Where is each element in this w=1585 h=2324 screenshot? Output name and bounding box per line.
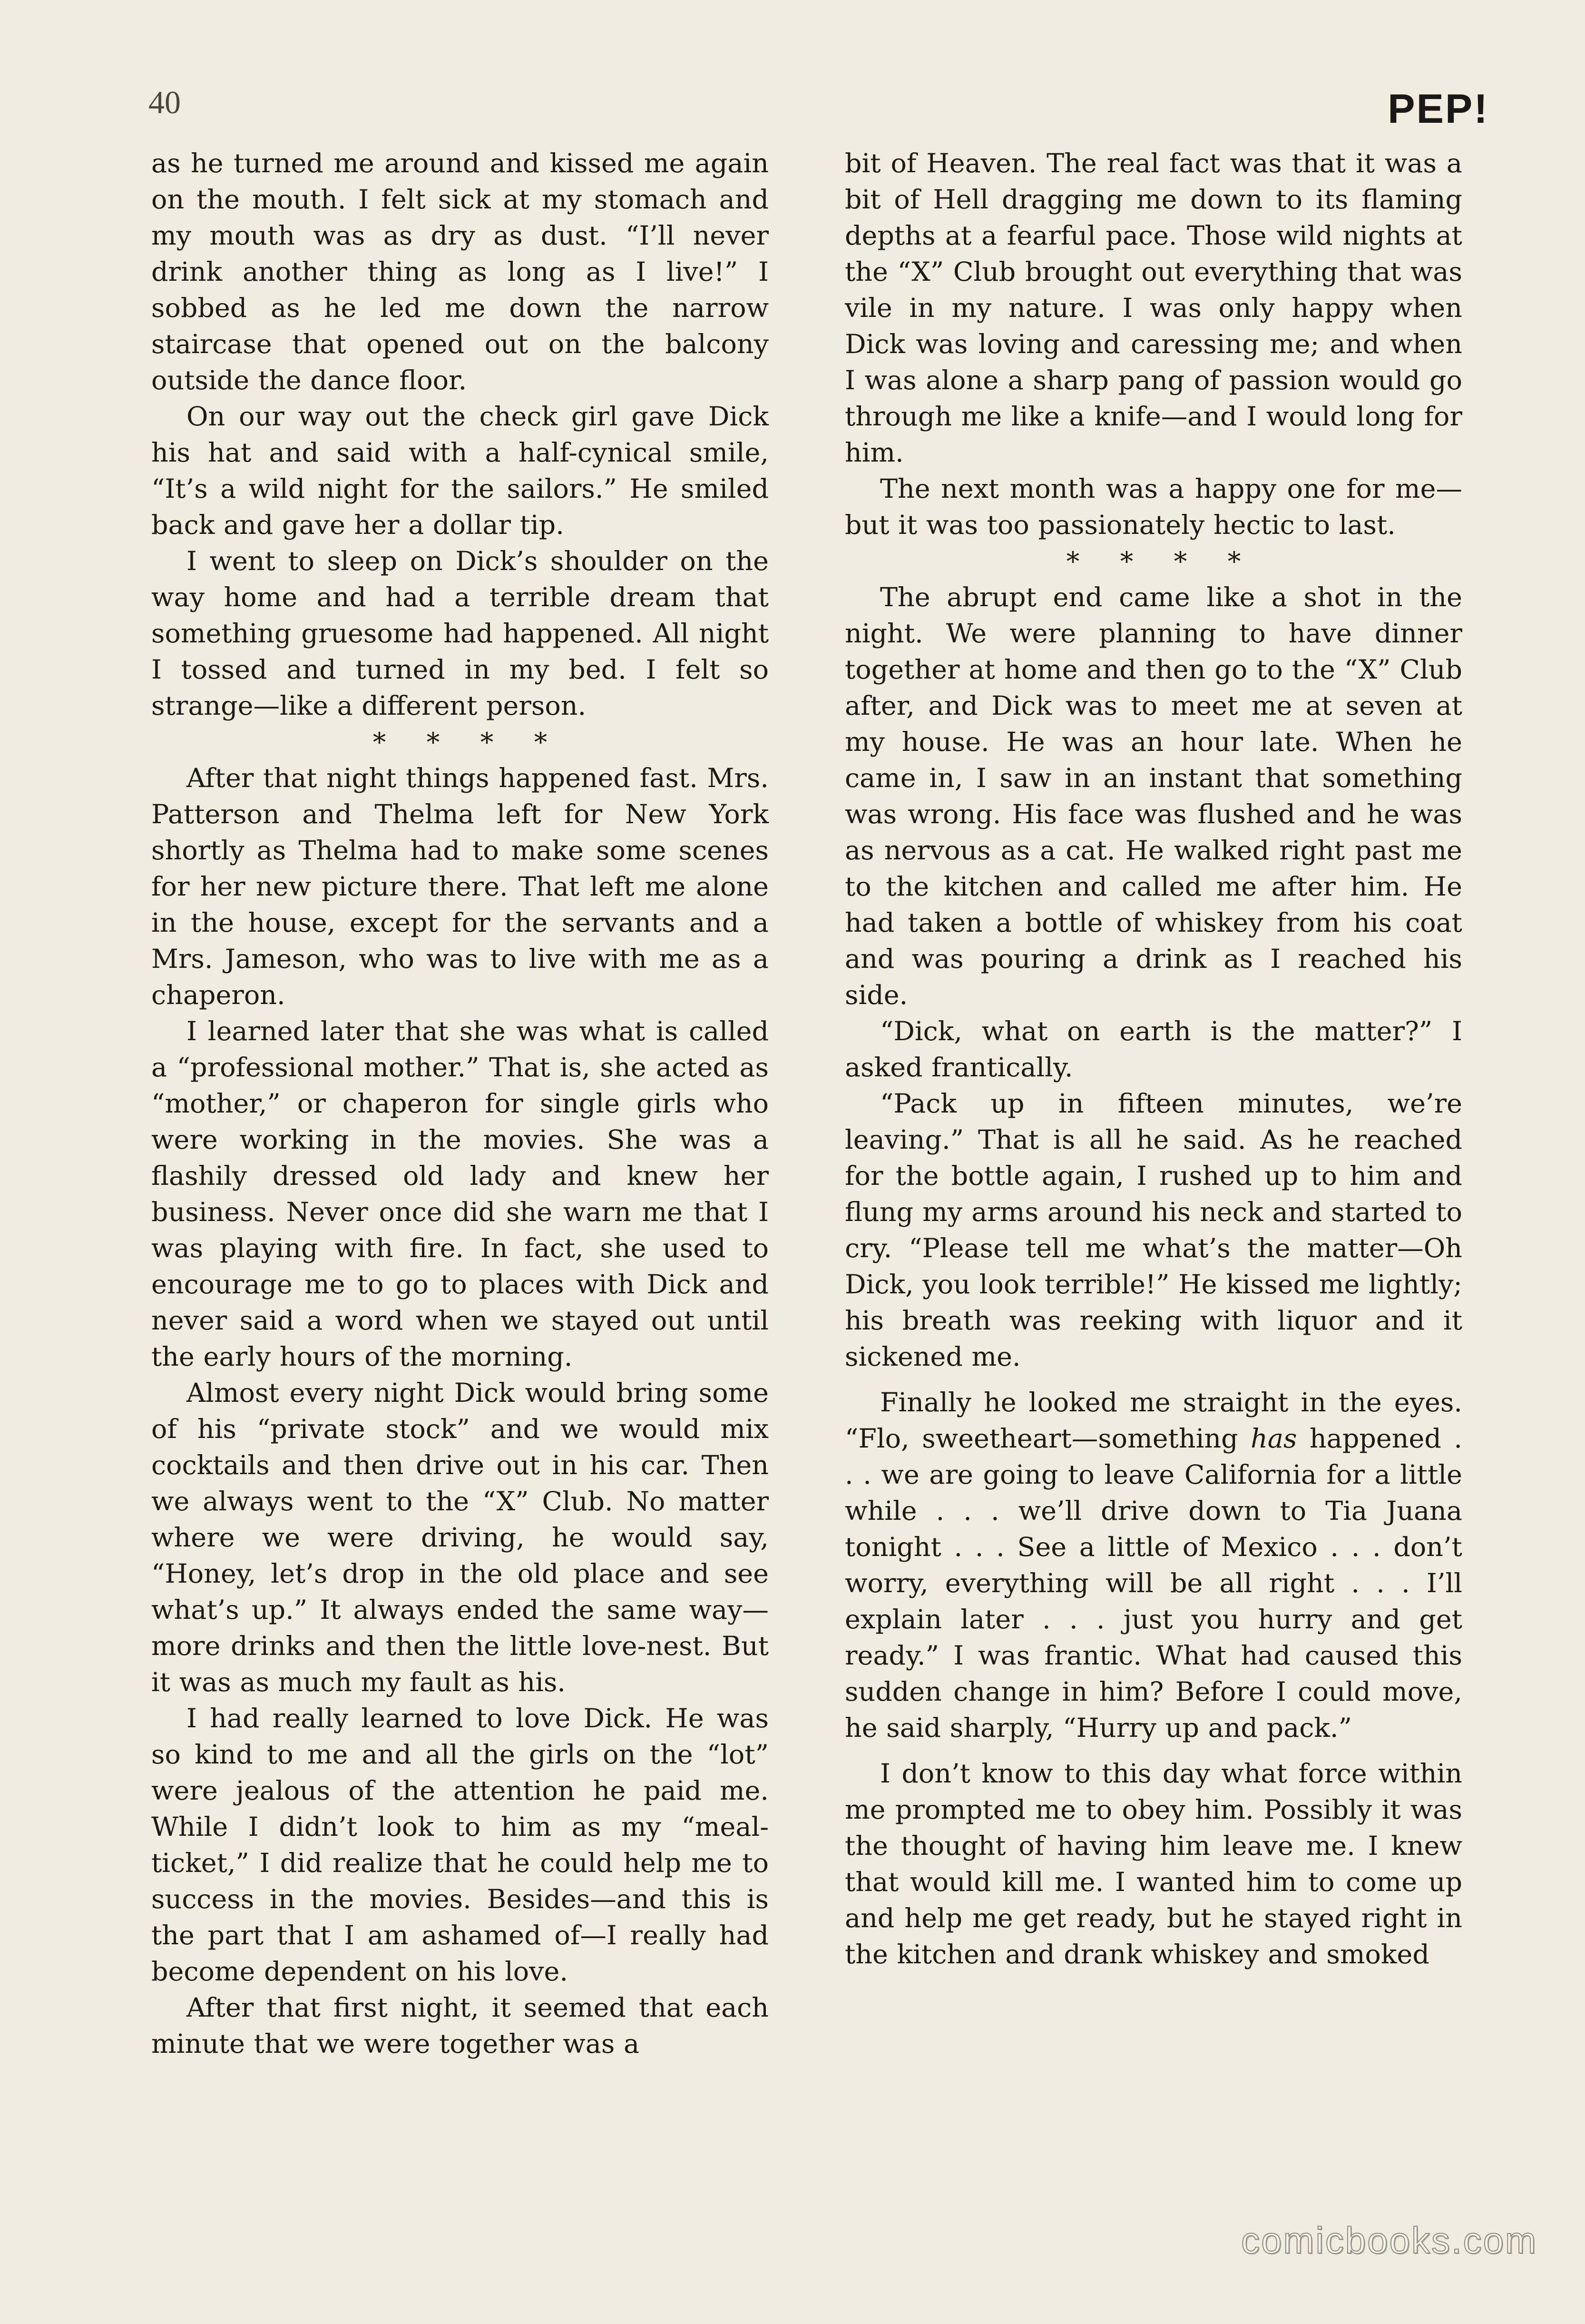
watermark-logo: comicbooks.com (1241, 2219, 1537, 2261)
right-column (845, 146, 1462, 1973)
paragraph: The abrupt end came like a shot in the night. We were planning to have dinner together at home and then go to the “X” Club after, and Dick was to meet me at seven at my house. He was an hour late. When he came in, I saw in an instant that something was wrong. His face was flushed and he was as nervous as a cat. He walked right past me to the kitchen and called me after him. He had taken a bottle of whiskey from his coat and was pouring a drink as I reached his side. (845, 582, 1462, 1011)
paragraph: “Dick, what on earth is the matter?” I asked frantically. (845, 1016, 1462, 1083)
left-column (151, 146, 769, 2062)
paragraph: as he turned me around and kissed me again on the mouth. I felt sick at my stomach and my mouth was as dry as dust. “I’ll never drink another thing as long as I live!” I sobbed as he led me down the narrow staircase that opened out on the balcony outside the dance floor. (151, 148, 769, 396)
magazine-title: PEP! (1388, 86, 1489, 132)
paragraph: I don’t know to this day what force within me prompted me to obey him. Possibly it was the thought of having him leave me. I knew that would kill me. I wanted him to come up and help me get ready, but he stayed right in the kitchen and drank whiskey and smoked (845, 1758, 1462, 1970)
section-separator: * * * * (1066, 546, 1257, 577)
paragraph: On our way out the check girl gave Dick his hat and said with a half-cynical smile, “It’s a wild night for the sailors.” He smiled back and gave her a dollar tip. (151, 401, 769, 541)
paragraph: After that night things happened fast. Mrs. Patterson and Thelma left for New York shortly as Thelma had to make some scenes for her new picture there. That left me alone in the house, except for the servants and a Mrs. Jameson, who was to live with me as a chaperon. (151, 763, 769, 1011)
paragraph: I went to sleep on Dick’s shoulder on the way home and had a terrible dream that something gruesome had happened. All night I tossed and turned in my bed. I felt so strange—like a different person. (151, 546, 769, 721)
paragraph-text: happened . . . we are going to leave California for a little while . . . we’ll drive down to Tia Juana tonight . . . See a little of Mexico . . . don’t worry, everything will be all right . . . I’ll explain later . . . just you hurry and get ready.” I was frantic. What had caused this sudden change in him? Before I could move, he said sharply, “Hurry up and pack.” (845, 1423, 1463, 1743)
paragraph: Almost every night Dick would bring some of his “private stock” and we would mix cocktails and then drive out in his car. Then we always went to the “X” Club. No matter where we were driving, he would say, “Honey, let’s drop in the old place and see what’s up.” It always ended the same way—more drinks and then the little love-nest. But it was as much my fault as his. (151, 1378, 769, 1698)
paragraph: The next month was a happy one for me—but it was too passionately hectic to last. (845, 473, 1462, 541)
paragraph (845, 1385, 1462, 1746)
paragraph: “Pack up in fifteen minutes, we’re leaving.” That is all he said. As he reached for the bottle again, I rushed up to him and flung my arms around his neck and started to cry. “Please tell me what’s the matter—Oh Dick, you look terrible!” He kissed me lightly; his breath was reeking with liquor and it sickened me. (845, 1088, 1462, 1372)
paragraph: I learned later that she was what is called a “professional mother.” That is, she acted as “mother,” or chaperon for single girls who were working in the movies. She was a flashily dressed old lady and knew her business. Never once did she warn me that I was playing with fire. In fact, she used to encourage me to go to places with Dick and never said a word when we stayed out until the early hours of the morning. (151, 1016, 769, 1372)
paragraph: I had really learned to love Dick. He was so kind to me and all the girls on the “lot” were jealous of the attention he paid me. While I didn’t look to him as my “meal-ticket,” I did realize that he could help me to success in the movies. Besides—and this is the part that I am ashamed of—I really had become dependent on his love. (151, 1703, 769, 1987)
emphasis-text: has (1251, 1423, 1297, 1454)
paragraph: bit of Heaven. The real fact was that it was a bit of Hell dragging me down to its flaming depths at a fearful pace. Those wild nights at the “X” Club brought out everything that was vile in my nature. I was only happy when Dick was loving and caressing me; and when I was alone a sharp pang of passion would go through me like a knife—and I would long for him. (845, 148, 1462, 468)
section-separator: * * * * (372, 727, 564, 758)
page-number: 40 (148, 84, 181, 120)
paragraph: After that first night, it seemed that each minute that we were together was a (151, 1992, 769, 2059)
paragraph-text: Finally he looked me straight in the eyes. “Flo, sweetheart—something (845, 1387, 1462, 1454)
